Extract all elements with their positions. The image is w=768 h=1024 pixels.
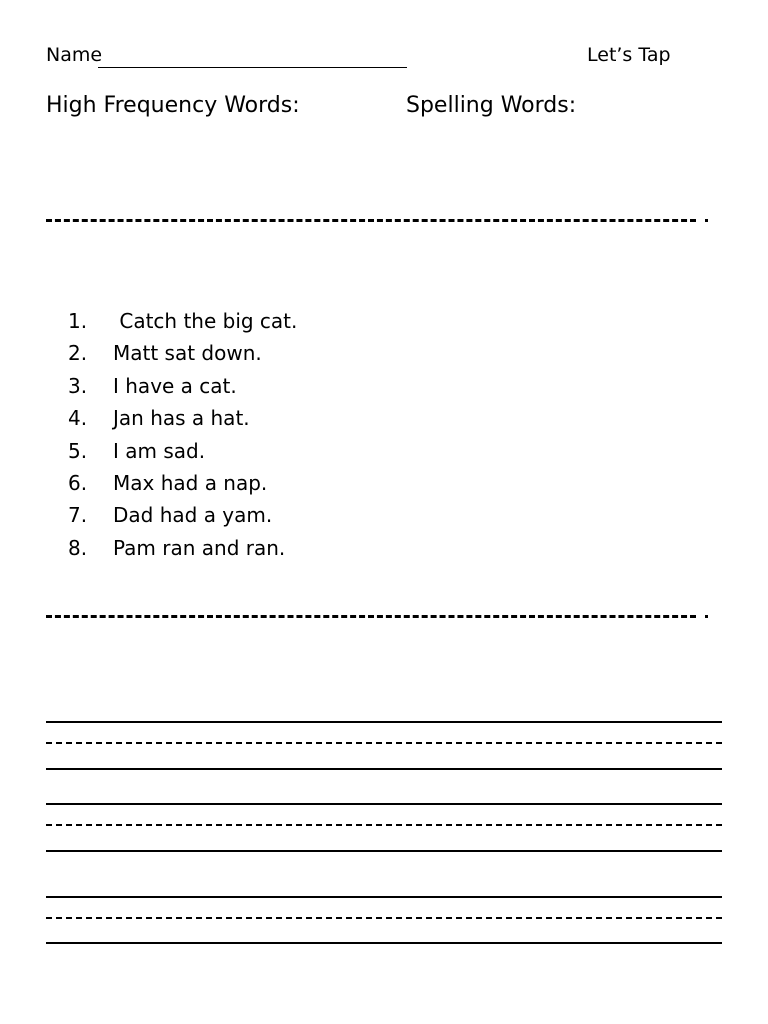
list-item: 1. Catch the big cat. [68, 309, 298, 333]
name-write-line[interactable] [98, 67, 407, 68]
divider-dot [705, 219, 708, 222]
handwriting-base-line [46, 768, 722, 770]
section-divider-bottom [46, 615, 696, 618]
handwriting-mid-line [46, 824, 722, 826]
list-item: 4. Jan has a hat. [68, 406, 250, 431]
handwriting-mid-line [46, 917, 722, 919]
handwriting-base-line [46, 942, 722, 944]
handwriting-top-line[interactable] [46, 803, 722, 805]
list-item: 6. Max had a nap. [68, 470, 268, 495]
worksheet-title: Let’s Tap [587, 44, 671, 66]
handwriting-top-line[interactable] [46, 896, 722, 898]
list-item: 7. Dad had a yam. [68, 503, 273, 528]
divider-dot [705, 615, 708, 618]
spelling-words-heading: Spelling Words: [406, 93, 577, 118]
list-item: 2. Matt sat down. [68, 341, 262, 366]
handwriting-base-line [46, 850, 722, 852]
list-item: 3. I have a cat. [68, 373, 237, 398]
handwriting-mid-line [46, 742, 722, 744]
sentence-list [68, 306, 297, 565]
name-label: Name [46, 44, 103, 66]
list-item: 8. Pam ran and ran. [68, 535, 286, 560]
handwriting-top-line[interactable] [46, 721, 722, 723]
section-divider-top [46, 219, 696, 222]
high-frequency-words-heading: High Frequency Words: [46, 93, 300, 118]
list-item: 5. I am sad. [68, 438, 206, 463]
